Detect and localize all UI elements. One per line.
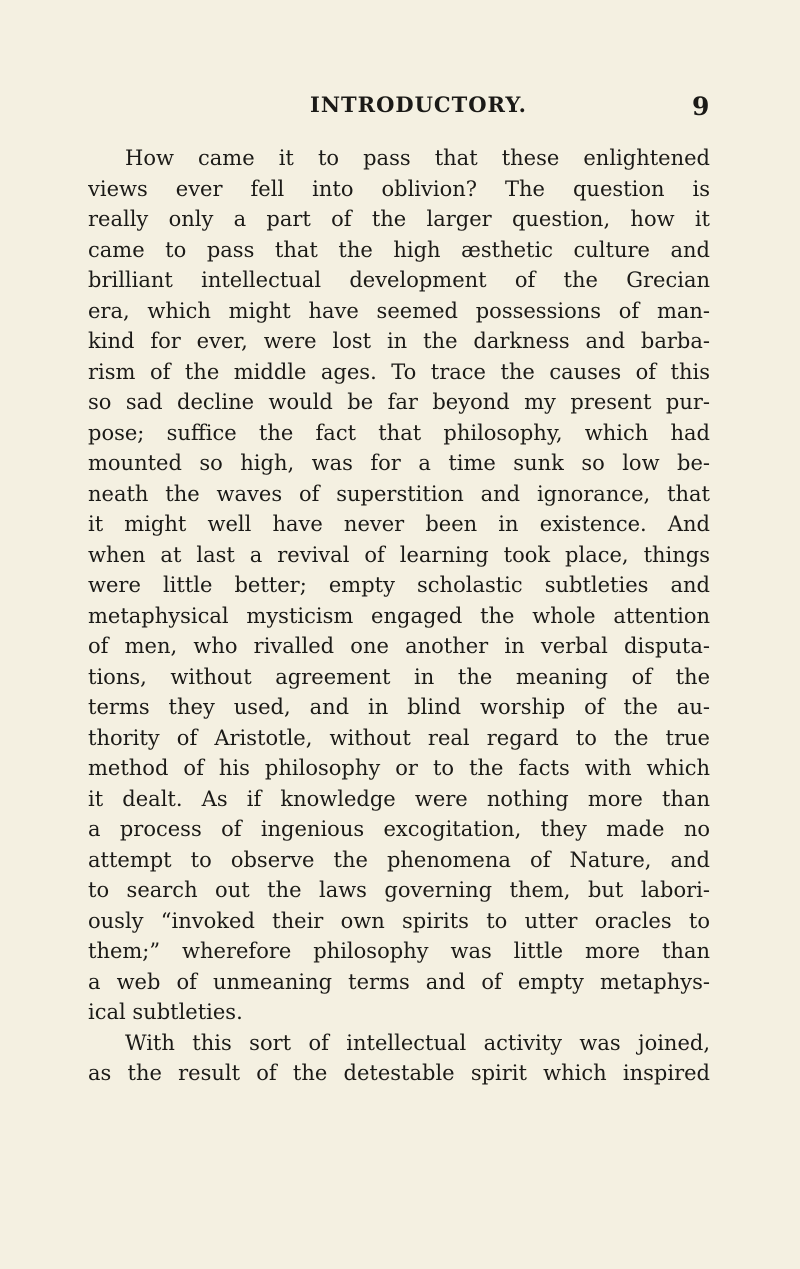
text-line: mounted so high, was for a time sunk so low be- (88, 451, 710, 475)
text-line: metaphysical mysticism engaged the whole attention (88, 603, 710, 628)
paragraph (88, 143, 710, 1028)
text-line: terms they used, and in blind worship of the au- (88, 695, 710, 719)
text-line: method of his philosophy or to the facts with which (88, 756, 710, 780)
text-line: a process of ingenious excogitation, they made no (88, 817, 710, 841)
text-line: of men, who rivalled one another in verbal disputa- (88, 634, 710, 658)
text-line: How came it to pass that these enlightened (125, 146, 710, 170)
text-line: as the result of the detestable spirit which inspired (88, 1061, 710, 1085)
paragraph (88, 1028, 710, 1089)
text-line: it might well have never been in existence. And (88, 512, 710, 536)
text-line: rism of the middle ages. To trace the causes of this (88, 359, 710, 384)
text-line: were little better; empty scholastic subtleties and (88, 573, 710, 597)
running-title: INTRODUCTORY. (310, 92, 527, 117)
text-line: kind for ever, were lost in the darkness and barba- (88, 329, 710, 353)
text-line: views ever fell into oblivion? The question is (88, 176, 710, 201)
text-line: brilliant intellectual development of the Grecian (88, 268, 710, 292)
body-text (88, 143, 710, 1089)
text-line: ously “invoked their own spirits to utter oracles to (88, 908, 710, 933)
text-line: so sad decline would be far beyond my present pur- (88, 390, 710, 414)
text-line: pose; suffice the fact that philosophy, which had (88, 420, 710, 445)
text-line: ical subtleties. (88, 1000, 243, 1024)
text-line: really only a part of the larger question, how it (88, 207, 710, 231)
text-line: them;” wherefore philosophy was little more than (88, 939, 710, 963)
text-line: tions, without agreement in the meaning of the (88, 664, 710, 689)
text-line: a web of unmeaning terms and of empty metaphys- (88, 969, 710, 994)
text-line: came to pass that the high æsthetic culture and (88, 237, 710, 262)
text-line: neath the waves of superstition and ignorance, that (88, 481, 710, 506)
page-number: 9 (692, 92, 710, 121)
text-line: when at last a revival of learning took place, things (88, 542, 710, 567)
text-line: era, which might have seemed possessions of man- (88, 298, 710, 323)
running-head (0, 92, 800, 122)
text-line: thority of Aristotle, without real regard to the true (88, 725, 710, 750)
text-line: With this sort of intellectual activity was joined, (125, 1030, 710, 1055)
text-line: attempt to observe the phenomena of Nature, and (88, 847, 710, 872)
text-line: it dealt. As if knowledge were nothing more than (88, 786, 710, 811)
text-line: to search out the laws governing them, but labori- (88, 878, 710, 902)
